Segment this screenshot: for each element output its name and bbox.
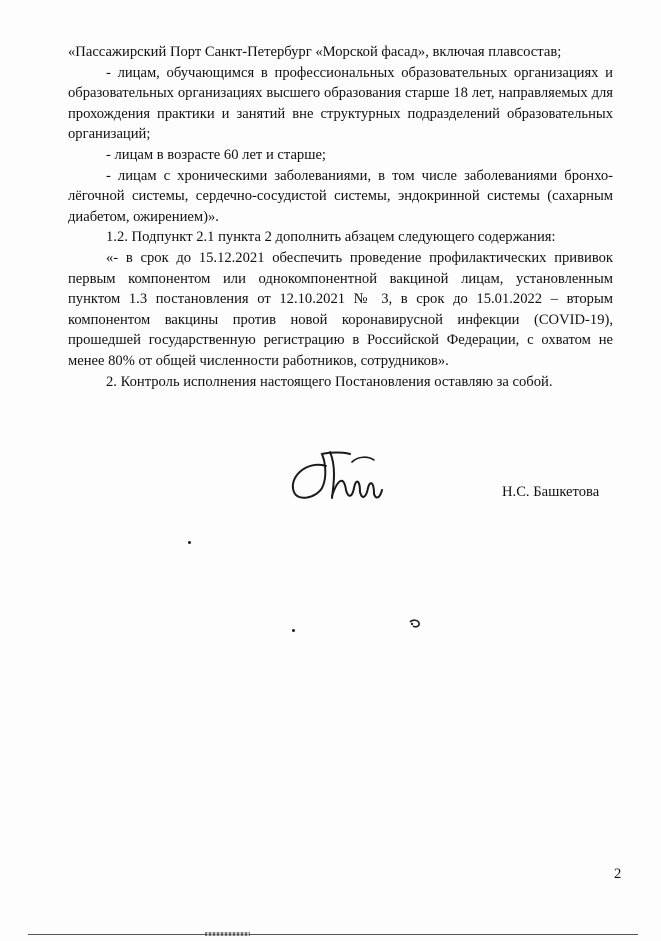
page-bottom-edge [28, 934, 638, 935]
scan-speck [188, 541, 191, 544]
page-number: 2 [614, 866, 622, 882]
scan-mark [408, 618, 422, 630]
document-body [68, 42, 613, 392]
paragraph-control-clause: 2. Контроль исполнения настоящего Постановления оставляю за собой. [106, 373, 553, 390]
paragraph-students: - лицам, обучающимся в профессиональных образовательных организациях и образовательных организациях высшего образования старше 18 лет, направляемых для прохождения практики и занятий вне структурных подразделений образовательных организаций; [68, 64, 613, 143]
signature-block [280, 448, 620, 518]
paragraph-seniors: - лицам в возрасте 60 лет и старше; [106, 146, 326, 163]
paragraph-chronic-diseases: - лицам с хроническими заболеваниями, в том числе заболеваниями бронхо-лёгочной системы, сердечно-сосудистой системы, эндокринной системы (сахарным диабетом, ожирением)». [68, 167, 613, 225]
handwritten-signature [286, 448, 396, 512]
scan-speck [292, 629, 295, 632]
paragraph-vaccination-deadline: «- в срок до 15.12.2021 обеспечить проведение профилактических прививок первым компонентом или однокомпонентной вакциной лицам, установленным пунктом 1.3 постановления от 12.10.2021 № 3, в срок до 15.01.2022 – вторым компонентом вакцины против новой коронавирусной инфекции (COVID-19), прошедшей государственную регистрацию в Российской Федерации, с охватом не менее 80% от общей численности работников, сотрудников». [68, 249, 613, 369]
scan-smudge [205, 932, 250, 936]
paragraph-subclause-1-2: 1.2. Подпункт 2.1 пункта 2 дополнить абзацем следующего содержания: [106, 229, 556, 246]
paragraph-port-continuation: «Пассажирский Порт Санкт-Петербург «Морской фасад», включая плавсостав; [68, 44, 562, 60]
signer-name: Н.С. Башкетова [502, 484, 600, 500]
